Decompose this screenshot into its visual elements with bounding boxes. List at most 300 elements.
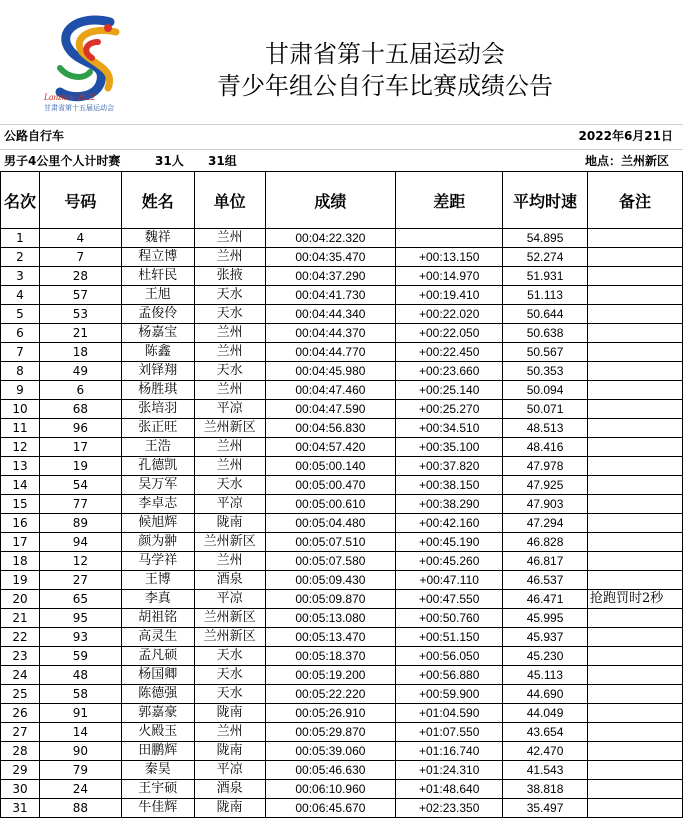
cell-name: 候旭辉 [121,514,194,533]
cell-unit: 天水 [194,666,265,685]
cell-speed: 51.931 [503,267,588,286]
cell-rank: 30 [1,780,40,799]
table-row [1,761,683,780]
cell-note [588,343,683,362]
table-row [1,647,683,666]
cell-unit: 兰州 [194,457,265,476]
cell-number: 95 [39,609,121,628]
cell-rank: 19 [1,571,40,590]
cell-result: 00:04:56.830 [265,419,396,438]
cell-name: 张正旺 [121,419,194,438]
cell-unit: 天水 [194,647,265,666]
table-row [1,381,683,400]
col-header-speed: 平均时速 [503,172,588,229]
cell-note [588,552,683,571]
cell-number: 88 [39,799,121,818]
cell-rank: 5 [1,305,40,324]
cell-speed: 48.416 [503,438,588,457]
cell-number: 79 [39,761,121,780]
cell-result: 00:04:35.470 [265,248,396,267]
cell-name: 颜为翀 [121,533,194,552]
cell-result: 00:04:22.320 [265,229,396,248]
cell-unit: 兰州 [194,438,265,457]
results-table [0,171,683,818]
cell-speed: 46.537 [503,571,588,590]
cell-speed: 43.654 [503,723,588,742]
cell-speed: 51.113 [503,286,588,305]
table-row [1,742,683,761]
cell-gap: +00:56.050 [396,647,503,666]
col-header-unit: 单位 [194,172,265,229]
cell-result: 00:05:46.630 [265,761,396,780]
info-row-race [0,149,683,172]
cell-gap: +00:59.900 [396,685,503,704]
table-row [1,495,683,514]
cell-gap: +01:04.590 [396,704,503,723]
cell-result: 00:05:13.080 [265,609,396,628]
cell-number: 4 [39,229,121,248]
cell-name: 刘铎翔 [121,362,194,381]
cell-speed: 45.995 [503,609,588,628]
cell-gap: +00:13.150 [396,248,503,267]
cell-unit: 天水 [194,685,265,704]
cell-name: 李卓志 [121,495,194,514]
cell-result: 00:05:04.480 [265,514,396,533]
cell-gap: +00:38.150 [396,476,503,495]
cell-unit: 兰州 [194,552,265,571]
table-row [1,609,683,628]
cell-unit: 兰州 [194,343,265,362]
cell-unit: 酒泉 [194,571,265,590]
cell-unit: 平凉 [194,400,265,419]
cell-note [588,419,683,438]
cell-rank: 7 [1,343,40,362]
cell-number: 27 [39,571,121,590]
cell-number: 90 [39,742,121,761]
cell-number: 57 [39,286,121,305]
cell-rank: 9 [1,381,40,400]
cell-unit: 兰州 [194,723,265,742]
cell-unit: 张掖 [194,267,265,286]
cell-speed: 47.903 [503,495,588,514]
games-logo [38,12,138,112]
cell-result: 00:05:09.870 [265,590,396,609]
cell-number: 49 [39,362,121,381]
table-row [1,267,683,286]
cell-speed: 45.113 [503,666,588,685]
cell-speed: 44.690 [503,685,588,704]
cell-unit: 天水 [194,305,265,324]
cell-number: 6 [39,381,121,400]
cell-speed: 35.497 [503,799,588,818]
cell-gap: +00:14.970 [396,267,503,286]
cell-result: 00:05:07.510 [265,533,396,552]
cell-rank: 22 [1,628,40,647]
cell-note [588,799,683,818]
cell-unit: 陇南 [194,799,265,818]
cell-note [588,362,683,381]
cell-name: 高灵生 [121,628,194,647]
cell-gap [396,229,503,248]
cell-gap: +00:38.290 [396,495,503,514]
cell-gap: +00:37.820 [396,457,503,476]
cell-rank: 28 [1,742,40,761]
table-row [1,362,683,381]
cell-name: 火殿玉 [121,723,194,742]
cell-unit: 平凉 [194,590,265,609]
cell-gap: +00:25.270 [396,400,503,419]
cell-result: 00:05:19.200 [265,666,396,685]
cell-note: 抢跑罚时2秒 [588,590,683,609]
cell-number: 17 [39,438,121,457]
table-row [1,666,683,685]
cell-unit: 天水 [194,286,265,305]
cell-gap: +01:16.740 [396,742,503,761]
table-row [1,438,683,457]
cell-note [588,305,683,324]
cell-rank: 13 [1,457,40,476]
cell-name: 郭嘉豪 [121,704,194,723]
table-row [1,628,683,647]
cell-number: 28 [39,267,121,286]
cell-name: 杨国卿 [121,666,194,685]
table-row [1,229,683,248]
cell-number: 58 [39,685,121,704]
cell-rank: 24 [1,666,40,685]
cell-speed: 46.828 [503,533,588,552]
cell-result: 00:05:00.140 [265,457,396,476]
groups-count: 31组 [208,154,237,168]
cell-note [588,324,683,343]
cell-note [588,780,683,799]
cell-rank: 3 [1,267,40,286]
cell-number: 48 [39,666,121,685]
cell-name: 马学祥 [121,552,194,571]
cell-result: 00:05:39.060 [265,742,396,761]
cell-speed: 42.470 [503,742,588,761]
cell-number: 53 [39,305,121,324]
cell-name: 吴万军 [121,476,194,495]
cell-gap: +00:42.160 [396,514,503,533]
cell-speed: 50.638 [503,324,588,343]
cell-note [588,533,683,552]
cell-speed: 46.817 [503,552,588,571]
cell-gap: +02:23.350 [396,799,503,818]
cell-speed: 52.274 [503,248,588,267]
cell-gap: +00:19.410 [396,286,503,305]
info-row-event [0,124,683,147]
cell-speed: 45.230 [503,647,588,666]
cell-result: 00:04:41.730 [265,286,396,305]
cell-speed: 54.895 [503,229,588,248]
cell-rank: 18 [1,552,40,571]
cell-note [588,248,683,267]
cell-note [588,267,683,286]
cell-rank: 26 [1,704,40,723]
cell-unit: 兰州 [194,324,265,343]
event-name: 公路自行车 [4,129,65,143]
cell-note [588,628,683,647]
cell-note [588,761,683,780]
cell-result: 00:04:47.460 [265,381,396,400]
cell-gap: +00:50.760 [396,609,503,628]
cell-note [588,685,683,704]
cell-unit: 天水 [194,362,265,381]
table-row [1,704,683,723]
cell-result: 00:05:29.870 [265,723,396,742]
cell-note [588,514,683,533]
cell-rank: 6 [1,324,40,343]
cell-unit: 酒泉 [194,780,265,799]
table-row [1,457,683,476]
cell-name: 胡祖铭 [121,609,194,628]
cell-name: 王宇硕 [121,780,194,799]
cell-note [588,229,683,248]
cell-name: 孟俊伶 [121,305,194,324]
cell-rank: 17 [1,533,40,552]
cell-note [588,457,683,476]
logo-text-cn: 甘肃省第十五届运动会 [44,104,114,112]
cell-name: 王旭 [121,286,194,305]
cell-speed: 50.567 [503,343,588,362]
table-row [1,419,683,438]
cell-number: 54 [39,476,121,495]
cell-speed: 50.353 [503,362,588,381]
cell-note [588,495,683,514]
cell-name: 李真 [121,590,194,609]
cell-gap: +00:25.140 [396,381,503,400]
cell-note [588,286,683,305]
col-header-gap: 差距 [396,172,503,229]
cell-gap: +00:47.550 [396,590,503,609]
cell-name: 杜轩民 [121,267,194,286]
cell-gap: +00:56.880 [396,666,503,685]
table-row [1,533,683,552]
cell-note [588,704,683,723]
cell-rank: 12 [1,438,40,457]
cell-result: 00:05:09.430 [265,571,396,590]
cell-number: 18 [39,343,121,362]
cell-name: 牛佳辉 [121,799,194,818]
cell-number: 96 [39,419,121,438]
cell-number: 89 [39,514,121,533]
cell-gap: +00:34.510 [396,419,503,438]
cell-note [588,742,683,761]
cell-speed: 48.513 [503,419,588,438]
cell-speed: 50.071 [503,400,588,419]
table-row [1,248,683,267]
cell-number: 59 [39,647,121,666]
cell-note [588,476,683,495]
cell-number: 94 [39,533,121,552]
cell-rank: 2 [1,248,40,267]
cell-unit: 平凉 [194,761,265,780]
table-row [1,723,683,742]
col-header-name: 姓名 [121,172,194,229]
cell-result: 00:04:44.770 [265,343,396,362]
cell-note [588,381,683,400]
table-row [1,552,683,571]
cell-result: 00:04:45.980 [265,362,396,381]
cell-rank: 21 [1,609,40,628]
cell-gap: +01:48.640 [396,780,503,799]
participants-count: 31人 [155,154,184,168]
cell-name: 王博 [121,571,194,590]
cell-gap: +00:22.450 [396,343,503,362]
cell-unit: 兰州新区 [194,533,265,552]
cell-name: 秦昊 [121,761,194,780]
table-row [1,343,683,362]
cell-gap: +01:24.310 [396,761,503,780]
cell-gap: +00:51.150 [396,628,503,647]
cell-note [588,647,683,666]
cell-unit: 兰州新区 [194,628,265,647]
cell-name: 魏祥 [121,229,194,248]
event-date: 2022年6月21日 [578,129,673,143]
cell-name: 杨嘉宝 [121,324,194,343]
cell-speed: 38.818 [503,780,588,799]
cell-unit: 兰州新区 [194,419,265,438]
cell-result: 00:05:26.910 [265,704,396,723]
cell-unit: 天水 [194,476,265,495]
table-row [1,514,683,533]
cell-rank: 10 [1,400,40,419]
cell-result: 00:05:00.610 [265,495,396,514]
cell-rank: 16 [1,514,40,533]
cell-unit: 平凉 [194,495,265,514]
table-row [1,305,683,324]
cell-rank: 23 [1,647,40,666]
cell-gap: +01:07.550 [396,723,503,742]
cell-unit: 兰州新区 [194,609,265,628]
cell-name: 田鹏辉 [121,742,194,761]
table-row [1,286,683,305]
cell-name: 孔德凯 [121,457,194,476]
cell-result: 00:05:22.220 [265,685,396,704]
cell-number: 7 [39,248,121,267]
cell-unit: 兰州 [194,381,265,400]
col-header-note: 备注 [588,172,683,229]
cell-number: 24 [39,780,121,799]
cell-gap: +00:22.050 [396,324,503,343]
cell-rank: 25 [1,685,40,704]
cell-result: 00:05:13.470 [265,628,396,647]
cell-unit: 兰州 [194,229,265,248]
cell-rank: 20 [1,590,40,609]
logo-text-en: Lanzhou 2022 [44,92,96,102]
cell-speed: 47.978 [503,457,588,476]
cell-rank: 4 [1,286,40,305]
cell-gap: +00:45.190 [396,533,503,552]
cell-speed: 41.543 [503,761,588,780]
cell-name: 杨胜琪 [121,381,194,400]
cell-unit: 陇南 [194,514,265,533]
title-line-2: 青少年组公自行车比赛成绩公告 [217,72,553,100]
table-row [1,476,683,495]
table-row [1,324,683,343]
cell-name: 陈鑫 [121,343,194,362]
cell-note [588,400,683,419]
cell-speed: 45.937 [503,628,588,647]
cell-rank: 14 [1,476,40,495]
cell-result: 00:05:07.580 [265,552,396,571]
cell-rank: 15 [1,495,40,514]
cell-number: 68 [39,400,121,419]
table-header-row [1,172,683,229]
cell-result: 00:04:47.590 [265,400,396,419]
race-name: 男子4公里个人计时赛 [4,154,121,168]
cell-note [588,438,683,457]
cell-result: 00:05:18.370 [265,647,396,666]
cell-number: 19 [39,457,121,476]
table-row [1,400,683,419]
cell-result: 00:06:10.960 [265,780,396,799]
col-header-rank: 名次 [1,172,40,229]
cell-speed: 47.294 [503,514,588,533]
cell-rank: 29 [1,761,40,780]
cell-speed: 47.925 [503,476,588,495]
table-row [1,571,683,590]
cell-speed: 50.094 [503,381,588,400]
cell-speed: 44.049 [503,704,588,723]
cell-gap: +00:45.260 [396,552,503,571]
cell-number: 14 [39,723,121,742]
table-row [1,799,683,818]
cell-rank: 11 [1,419,40,438]
cell-unit: 兰州 [194,248,265,267]
cell-unit: 陇南 [194,742,265,761]
cell-number: 77 [39,495,121,514]
cell-result: 00:04:44.340 [265,305,396,324]
cell-number: 12 [39,552,121,571]
race-location: 地点：兰州新区 [584,154,669,168]
table-row [1,685,683,704]
header [0,0,683,123]
cell-result: 00:05:00.470 [265,476,396,495]
cell-number: 93 [39,628,121,647]
cell-result: 00:04:44.370 [265,324,396,343]
cell-rank: 8 [1,362,40,381]
col-header-result: 成绩 [265,172,396,229]
cell-gap: +00:23.660 [396,362,503,381]
table-row [1,590,683,609]
cell-note [588,609,683,628]
cell-result: 00:04:37.290 [265,267,396,286]
cell-name: 孟凡硕 [121,647,194,666]
cell-note [588,723,683,742]
cell-name: 张培羽 [121,400,194,419]
cell-rank: 31 [1,799,40,818]
cell-note [588,571,683,590]
table-row [1,780,683,799]
cell-number: 91 [39,704,121,723]
cell-number: 65 [39,590,121,609]
cell-number: 21 [39,324,121,343]
cell-rank: 27 [1,723,40,742]
cell-result: 00:04:57.420 [265,438,396,457]
cell-gap: +00:35.100 [396,438,503,457]
col-header-number: 号码 [39,172,121,229]
cell-unit: 陇南 [194,704,265,723]
cell-speed: 50.644 [503,305,588,324]
cell-speed: 46.471 [503,590,588,609]
cell-result: 00:06:45.670 [265,799,396,818]
cell-gap: +00:22.020 [396,305,503,324]
cell-rank: 1 [1,229,40,248]
cell-name: 陈德强 [121,685,194,704]
cell-gap: +00:47.110 [396,571,503,590]
cell-name: 王浩 [121,438,194,457]
